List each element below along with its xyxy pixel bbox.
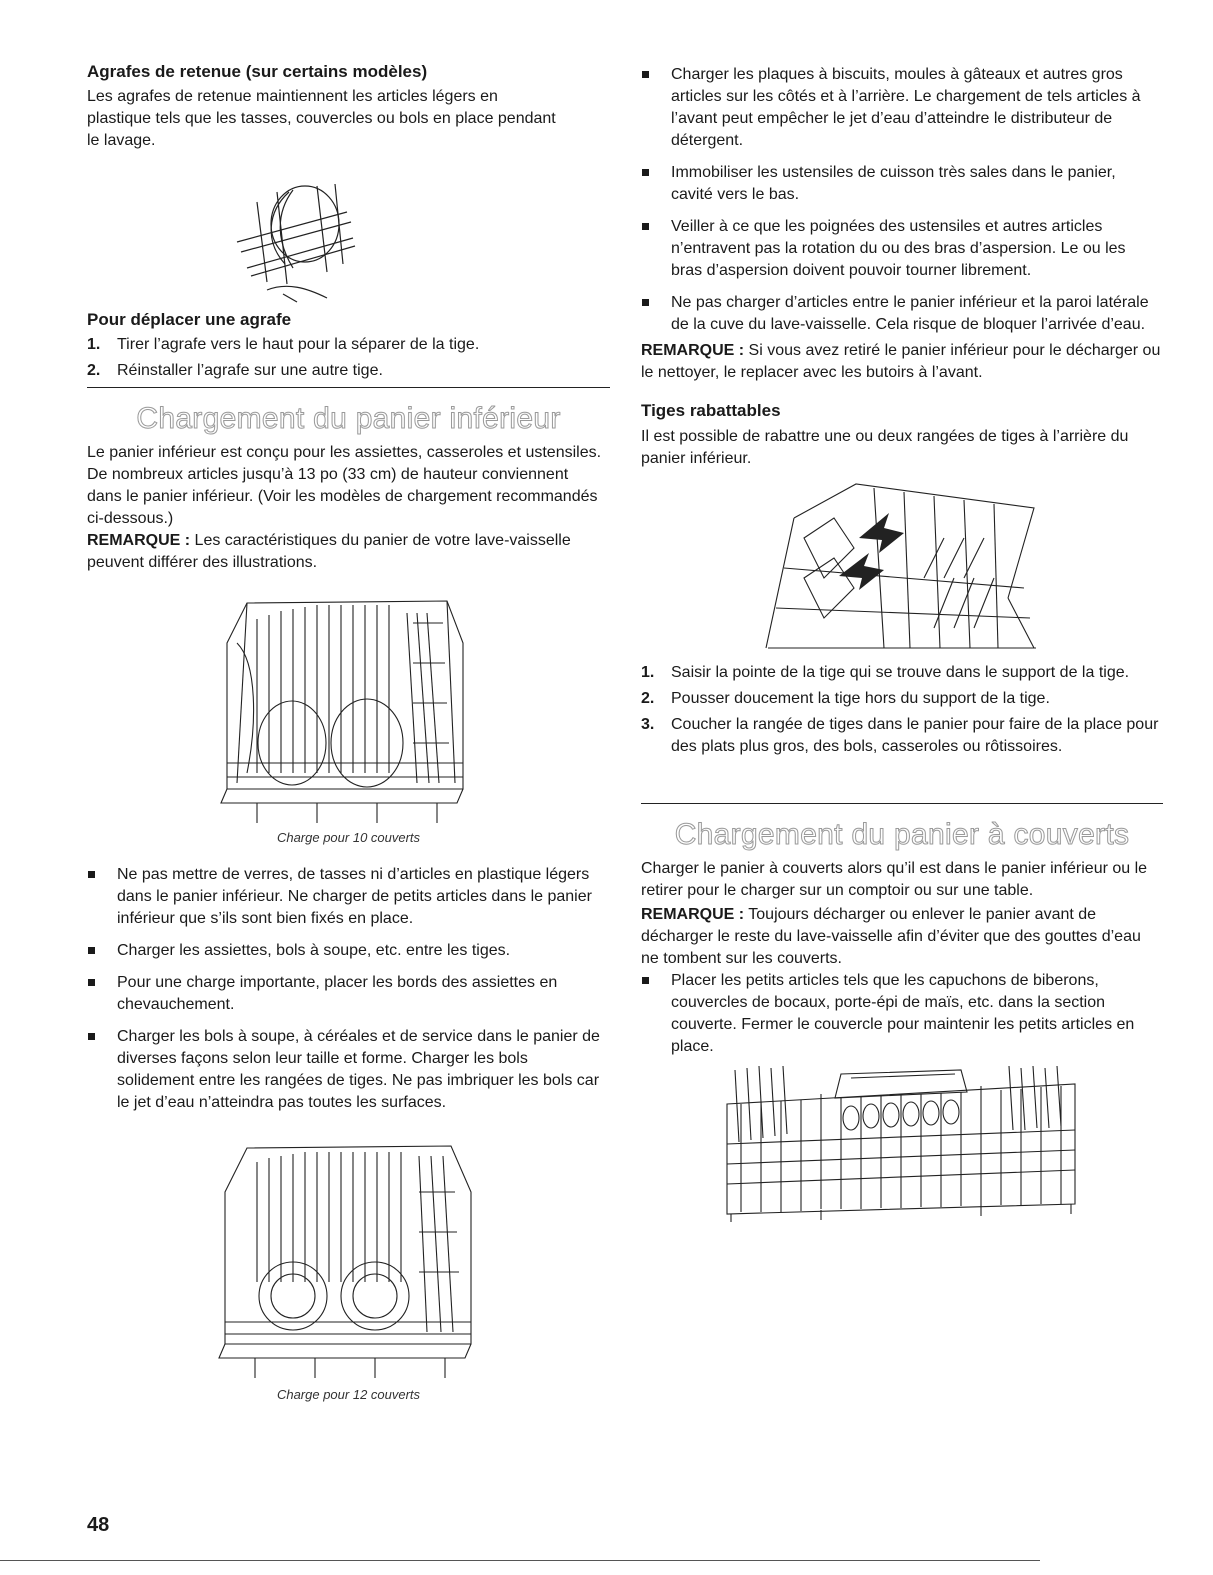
list-item: 1. Tirer l’agrafe vers le haut pour la séparer de la tige. [87, 336, 480, 353]
list-item: 2. Réinstaller l’agrafe sur une autre tige. [87, 362, 383, 379]
list-item: Charger les plaques à biscuits, moules à gâteaux et autres gros articles sur les côtés et à l’arrière. Le chargement de tels articles à l’avant peut empêcher le jet d’eau d’atteindre le distributeur de détergent. [641, 64, 1161, 152]
silverware-intro: Charger le panier à couverts alors qu’il est dans le panier inférieur ou le retirer pour le charger sur un comptoir ou sur une table. [641, 860, 1148, 899]
lower-rack-more-tips [641, 64, 1161, 346]
list-item: Charger les bols à soupe, à céréales et de service dans le panier de diverses façons selon leur taille et forme. Charger les bols solidement entre les rangées de tiges. Ne pas imbriquer les bols car le jet d’eau n’atteindra pas toutes les surfaces. [87, 1026, 602, 1114]
lower-rack-intro: Le panier inférieur est conçu pour les assiettes, casseroles et ustensiles. De nombreux articles jusqu’à 13 po (33 cm) de hauteur conviennent dans le panier inférieur. (Voir les modèles de chargement recommandés ci-dessous.) [87, 444, 602, 527]
page-number: 48 [87, 1514, 110, 1536]
rack-remark: REMARQUE : Si vous avez retiré le panier inférieur pour le décharger ou le nettoyer, le replacer avec les butoirs à l’avant. [641, 342, 1161, 381]
rack-10-settings-illustration [217, 583, 467, 833]
retaining-clip-illustration [227, 172, 357, 304]
clips-heading: Agrafes de retenue (sur certains modèles) [87, 62, 428, 81]
move-clip-heading: Pour déplacer une agrafe [87, 310, 292, 329]
silverware-basket-illustration [721, 1064, 1081, 1224]
list-item: Veiller à ce que les poignées des ustensiles et autres articles n’entravent pas la rotation du ou des bras d’aspersion. Le ou les bras d’aspersion doivent pouvoir tourner librement. [641, 216, 1161, 282]
list-item: 1. Saisir la pointe de la tige qui se trouve dans le support de la tige. [641, 664, 1130, 681]
tines-text: Il est possible de rabattre une ou deux rangées de tiges à l’arrière du panier inférieur. [641, 428, 1129, 467]
silverware-basket-title: Chargement du panier à couverts [674, 818, 1130, 851]
caption-12-settings: Charge pour 12 couverts [276, 1387, 421, 1402]
list-item: Immobiliser les ustensiles de cuisson très sales dans le panier, cavité vers le bas. [641, 162, 1161, 206]
section-divider [641, 803, 1163, 804]
section-divider [87, 387, 610, 388]
lower-rack-tips [87, 864, 602, 1124]
lower-rack-title: Chargement du panier inférieur [136, 402, 561, 435]
list-item: Ne pas charger d’articles entre le panier inférieur et la paroi latérale de la cuve du lave-vaisselle. Cela risque de bloquer l’arrivée d’eau. [641, 292, 1161, 336]
footer-rule [0, 1560, 1040, 1561]
lower-rack-remark: REMARQUE : Les caractéristiques du panier de votre lave-vaisselle peuvent différer des illustrations. [87, 532, 571, 571]
list-item: Placer les petits articles tels que les capuchons de biberons, couvercles de bocaux, porte-épi de maïs, etc. dans la section couverte. Fermer le couvercle pour maintenir les petits articles en place. [641, 970, 1163, 1058]
silverware-remark: REMARQUE : Toujours décharger ou enlever le panier avant de décharger le reste du lave-vaisselle afin d’éviter que des gouttes d’eau ne tombent sur les couverts. [641, 906, 1141, 967]
tines-heading: Tiges rabattables [641, 401, 781, 420]
list-item: 2. Pousser doucement la tige hors du support de la tige. [641, 690, 1050, 707]
list-item: Pour une charge importante, placer les bords des assiettes en chevauchement. [87, 972, 602, 1016]
move-clip-steps [87, 334, 607, 386]
silverware-tips [641, 970, 1163, 1068]
tines-steps [641, 662, 1161, 762]
caption-10-settings: Charge pour 10 couverts [276, 830, 421, 845]
clips-text: Les agrafes de retenue maintiennent les articles légers en plastique tels que les tasses, couvercles ou bols en place pendant le lavage. [87, 88, 556, 149]
fold-down-tines-illustration [764, 478, 1039, 654]
list-item: Charger les assiettes, bols à soupe, etc. entre les tiges. [87, 940, 602, 962]
list-item: 3. Coucher la rangée de tiges dans le panier pour faire de la place pour des plats plus gros, des bols, casseroles ou rôtissoires. [641, 716, 1159, 755]
rack-12-settings-illustration [215, 1132, 477, 1382]
list-item: Ne pas mettre de verres, de tasses ni d’articles en plastique légers dans le panier inférieur. Ne charger de petits articles dans le panier inférieur que s’ils sont bien fixés en place. [87, 864, 602, 930]
